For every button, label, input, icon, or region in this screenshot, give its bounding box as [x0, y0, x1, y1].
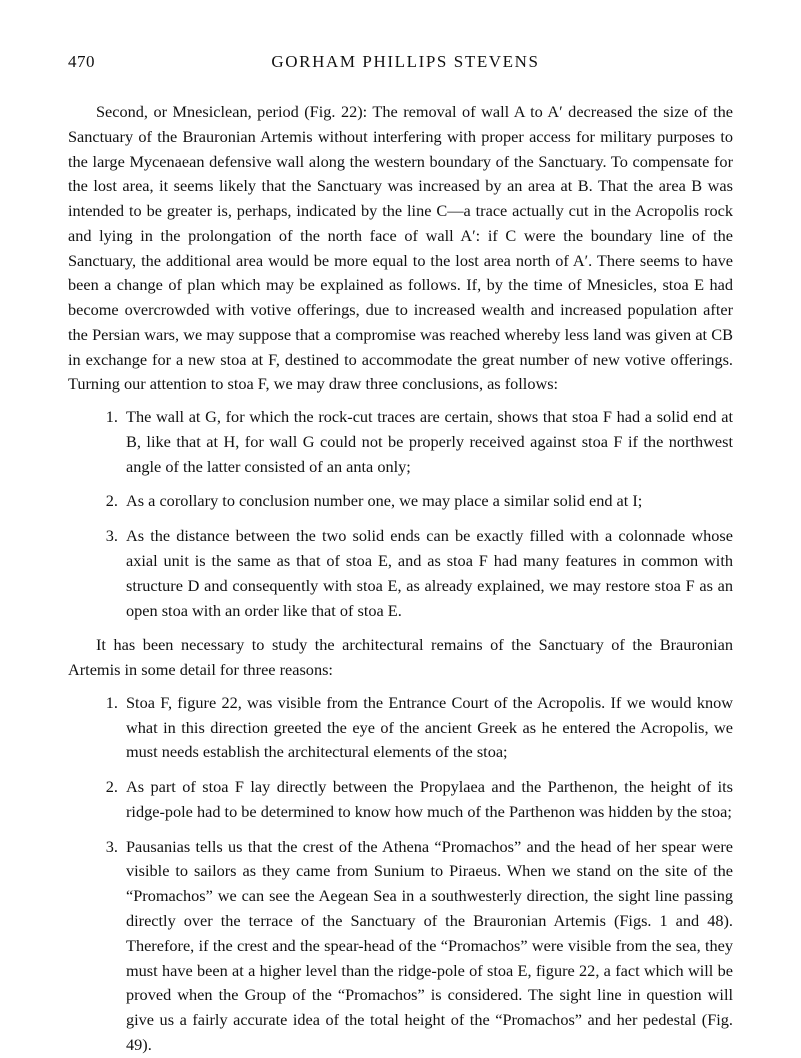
list-item: As a corollary to conclusion number one, we may place a similar solid end at I;	[126, 491, 643, 511]
paragraph: Second, or Mnesiclean, period (Fig. 22): The removal of wall A to A′ decreased the size of the Sanctuary of the Brauronian Artemis without interfering with proper access for military purposes to the large Mycenaean defensive wall along the western boundary of the Sanctuary. To compensate for the lost area, it seems likely that the Sanctuary was increased by an area at B. That the area B was intended to be greater is, perhaps, indicated by the line C—a trace actually cut in the Acropolis rock and lying in the prolongation of the north face of wall A′: if C were the boundary line of the Sanctuary, the additional area would be more equal to the lost area north of A′. There seems to have been a change of plan which may be explained as follows. If, by the time of Mnesicles, stoa E had become overcrowded with votive offerings, due to increased wealth and increased population after the Persian wars, we may suppose that a compromise was reached whereby less land was given at CB in exchange for a new stoa at F, destined to accommodate the great number of new votive offerings. Turning our attention to stoa F, we may draw three conclusions, as follows:	[68, 102, 733, 394]
list-item: As the distance between the two solid ends can be exactly filled with a colonnade whose axial unit is the same as that of stoa E, and as stoa F had many features in common with structure D and consequently with stoa E, as already explained, we may restore stoa F as an open stoa with an order like that of stoa E.	[126, 526, 733, 620]
list-item: Stoa F, figure 22, was visible from the Entrance Court of the Acropolis. If we would know what in this direction greeted the eye of the ancient Greek as he entered the Acropolis, we must needs establish the architectural elements of the stoa;	[126, 692, 733, 762]
page-header	[68, 52, 733, 82]
conclusions-list	[68, 405, 733, 623]
running-head: GORHAM PHILLIPS STEVENS	[271, 52, 540, 71]
reasons-list	[68, 691, 733, 1058]
list-item: The wall at G, for which the rock-cut traces are certain, shows that stoa F had a solid end at B, like that at H, for wall G could not be properly received against stoa F if the northwest angle of the latter consisted of an anta only;	[126, 407, 733, 476]
paragraph: It has been necessary to study the architectural remains of the Sanctuary of the Brauronian Artemis in some detail for three reasons:	[68, 635, 733, 680]
list-item: As part of stoa F lay directly between the Propylaea and the Parthenon, the height of its ridge-pole had to be determined to know how much of the Parthenon was hidden by the stoa;	[126, 777, 733, 821]
list-item: Pausanias tells us that the crest of the Athena “Promachos” and the head of her spear were visible to sailors as they came from Sunium to Piraeus. When we stand on the site of the “Promachos” we can see the Aegean Sea in a southwesterly direction, the sight line passing directly over the terrace of the Sanctuary of the Brauronian Artemis (Figs. 1 and 48). Therefore, if the crest and the spear-head of the “Promachos” were visible from the sea, they must have been at a higher level than the ridge-pole of stoa E, figure 22, a fact which will be proved when the Group of the “Promachos” is considered. The sight line in question will give us a fairly accurate idea of the total height of the “Promachos” and her pedestal (Fig. 49).	[126, 836, 733, 1054]
page-number: 470	[68, 52, 95, 71]
page-body	[68, 100, 733, 1058]
